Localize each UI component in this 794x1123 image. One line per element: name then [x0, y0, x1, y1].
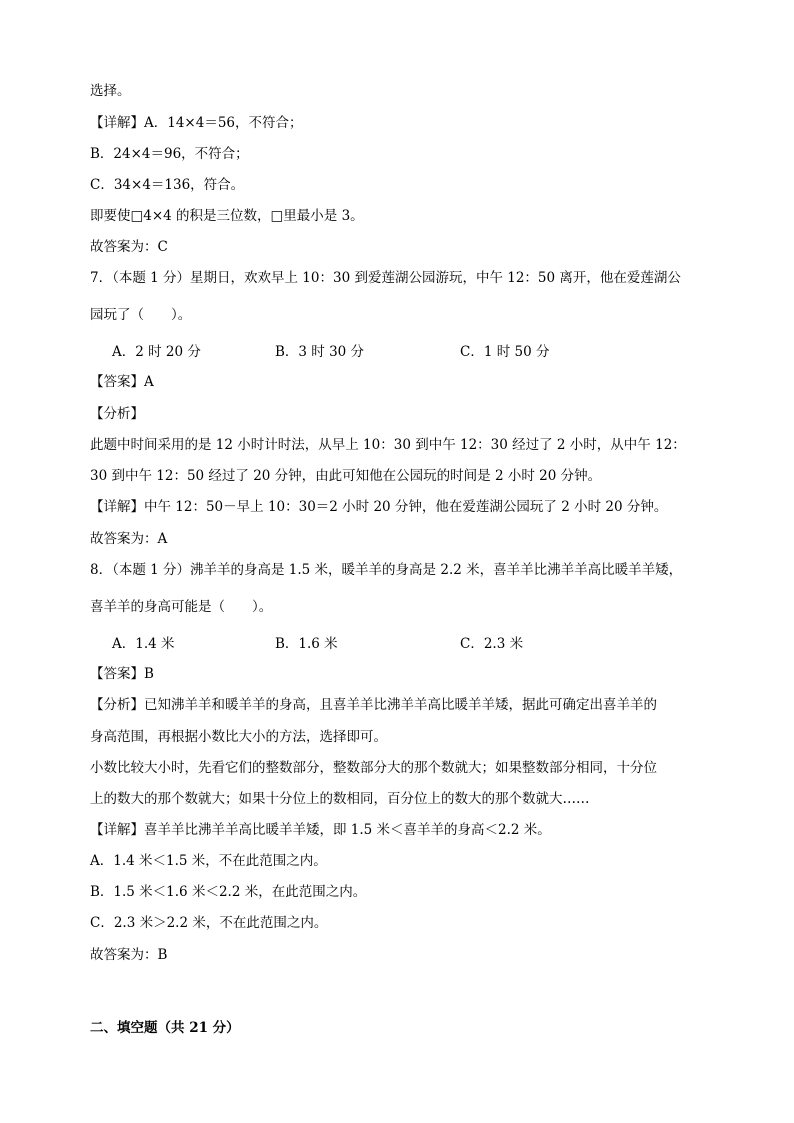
answer-line: 故答案为：C [90, 239, 168, 255]
q7-option-c: C．1 时 50 分 [460, 344, 550, 360]
text-line: B．24×4＝96，不符合； [90, 146, 249, 162]
text-line: 30 到中午 12：50 经过了 20 分钟，由此可知他在公园玩的时间是 2 小时 20 分钟。 [90, 468, 602, 484]
q8-option-b: B．1.6 米 [275, 636, 338, 652]
q8-option-a: A．1.4 米 [112, 636, 175, 652]
question-8-text: 8．（本题 1 分）沸羊羊的身高是 1.5 米，暖羊羊的身高是 2.2 米，喜羊羊比沸羊羊高比暖羊羊矮， [90, 562, 683, 578]
answer-line: 故答案为：B [90, 947, 168, 963]
question-7-text-cont: 园玩了（ ）。 [90, 307, 192, 323]
q7-option-b: B．3 时 30 分 [275, 344, 365, 360]
answer-line: 故答案为：A [90, 531, 168, 547]
answer-label: 【答案】A [90, 374, 154, 390]
text-line: 【详解】喜羊羊比沸羊羊高比暖羊羊矮，即 1.5 米＜喜羊羊的身高＜2.2 米。 [90, 822, 551, 838]
question-7-text: 7．（本题 1 分）星期日，欢欢早上 10：30 到爱莲湖公园游玩，中午 12：50 离开，他在爱莲湖公 [90, 270, 681, 286]
text-line: 选择。 [90, 83, 131, 99]
text-line: A．1.4 米＜1.5 米，不在此范围之内。 [90, 853, 327, 869]
text-line: 上的数大的那个数就大；如果十分位上的数相同，百分位上的数大的那个数就大…… [90, 791, 590, 807]
text-line: 身高范围，再根据小数比大小的方法，选择即可。 [90, 729, 387, 745]
text-line: 即要使□4×4 的积是三位数，□里最小是 3。 [90, 208, 364, 224]
q7-option-a: A．2 时 20 分 [112, 344, 201, 360]
text-line: 此题中时间采用的是 12 小时计时法，从早上 10：30 到中午 12：30 经过了 2 小时，从中午 12： [90, 437, 686, 453]
section-heading: 二、填空题（共 21 分） [90, 1020, 240, 1036]
q8-option-c: C．2.3 米 [460, 636, 524, 652]
text-line: 【详解】中午 12：50－早上 10：30＝2 小时 20 分钟，他在爱莲湖公园玩了 2 小时 20 分钟。 [90, 499, 668, 515]
text-line: 小数比较大小时，先看它们的整数部分，整数部分大的那个数就大；如果整数部分相同，十分位 [90, 760, 657, 776]
text-line: C．34×4＝136，符合。 [90, 177, 245, 193]
text-line: C．2.3 米＞2.2 米，不在此范围之内。 [90, 915, 328, 931]
text-line: B．1.5 米＜1.6 米＜2.2 米，在此范围之内。 [90, 884, 367, 900]
analysis-label: 【分析】 [90, 406, 144, 422]
answer-label: 【答案】B [90, 666, 154, 682]
text-line: 【分析】已知沸羊羊和暖羊羊的身高，且喜羊羊比沸羊羊高比暖羊羊矮，据此可确定出喜羊羊的 [90, 697, 657, 713]
question-8-text-cont: 喜羊羊的身高可能是（ ）。 [90, 599, 273, 615]
text-line: 【详解】A．14×4＝56，不符合； [90, 115, 303, 131]
